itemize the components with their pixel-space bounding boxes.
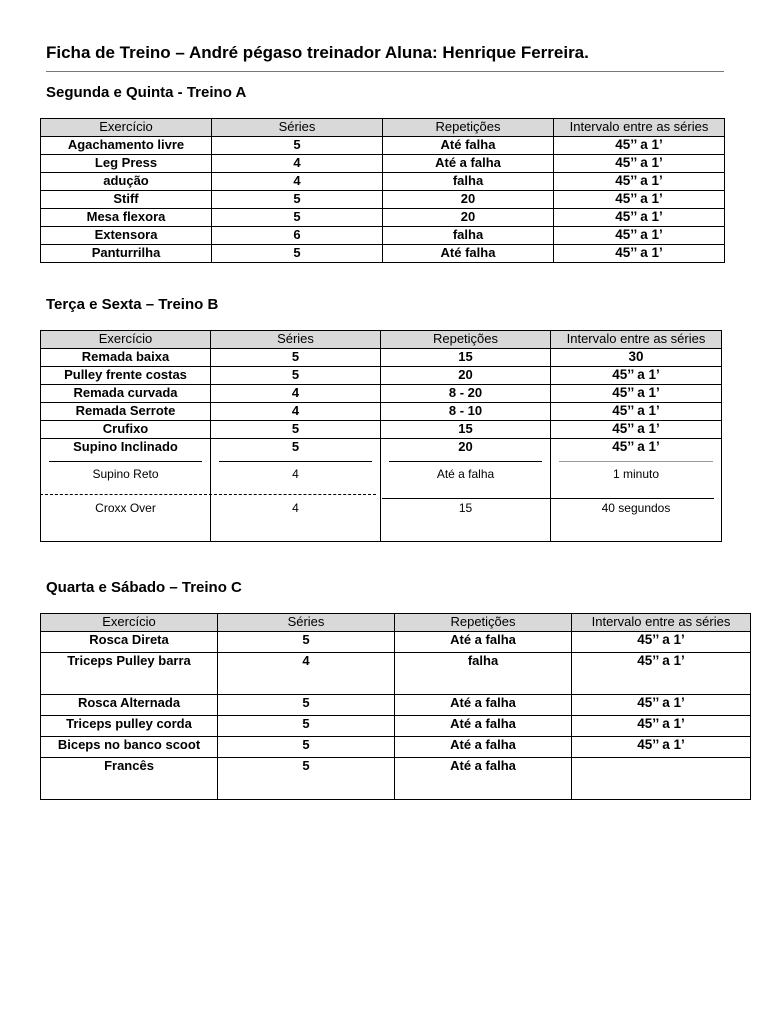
section-title-treino-a: Segunda e Quinta - Treino A (46, 84, 247, 101)
cell-exercicio-extra: Croxx Over (95, 501, 156, 515)
table-row (41, 758, 751, 800)
cell-series: 5 (211, 349, 381, 367)
cell-intervalo: 45’’ a 1’ (572, 737, 751, 758)
cell-series: 5 (212, 137, 383, 155)
cell-repeticoes: Até falha (383, 137, 554, 155)
cell-intervalo: 45’’ a 1’ (572, 653, 751, 695)
cell-repeticoes: 15 (381, 349, 551, 367)
cell-repeticoes (381, 439, 551, 542)
cell-series: 4 (212, 155, 383, 173)
cell-series: 5 (211, 421, 381, 439)
cell-series: 4 (218, 653, 395, 695)
cell-series: 5 (218, 737, 395, 758)
cell-repeticoes: Até falha (383, 245, 554, 263)
cell-repeticoes: Até a falha (383, 155, 554, 173)
separator-line (219, 461, 372, 462)
cell-exercicio: Rosca Direta (41, 632, 218, 653)
cell-intervalo: 45’’ a 1’ (572, 632, 751, 653)
cell-intervalo: 45’’ a 1’ (554, 245, 725, 263)
cell-repeticoes: 8 - 10 (381, 403, 551, 421)
table-treino-a (40, 118, 725, 263)
table-row (41, 653, 751, 695)
cell-exercicio-main: Supino Inclinado (73, 439, 178, 454)
header-series: Séries (218, 614, 395, 632)
cell-exercicio: Agachamento livre (41, 137, 212, 155)
cell-series: 5 (218, 695, 395, 716)
table-row (41, 632, 751, 653)
table-row (41, 209, 725, 227)
cell-repeticoes-extra: 15 (458, 501, 473, 515)
header-intervalo: Intervalo entre as séries (551, 331, 722, 349)
cell-intervalo: 45’’ a 1’ (554, 209, 725, 227)
cell-series: 5 (212, 245, 383, 263)
table-row (41, 349, 722, 367)
table-row (41, 737, 751, 758)
cell-repeticoes: falha (383, 227, 554, 245)
cell-exercicio: Stiff (41, 191, 212, 209)
header-repeticoes: Repetições (395, 614, 572, 632)
header-intervalo: Intervalo entre as séries (572, 614, 751, 632)
cell-series-extra: 4 (292, 467, 299, 481)
cell-series: 5 (218, 716, 395, 737)
cell-repeticoes: Até a falha (395, 737, 572, 758)
cell-exercicio: Leg Press (41, 155, 212, 173)
cell-exercicio: Rosca Alternada (41, 695, 218, 716)
cell-intervalo: 45’’ a 1’ (554, 173, 725, 191)
row-separator-line (382, 498, 714, 499)
header-series: Séries (211, 331, 381, 349)
cell-intervalo (572, 758, 751, 800)
cell-intervalo: 45’’ a 1’ (551, 385, 722, 403)
dashed-separator (40, 494, 376, 495)
cell-intervalo: 30 (551, 349, 722, 367)
cell-repeticoes: falha (383, 173, 554, 191)
section-title-treino-c: Quarta e Sábado – Treino C (46, 579, 242, 596)
separator-line (559, 461, 713, 462)
document-title: Ficha de Treino – André pégaso treinador Aluna: Henrique Ferreira. (46, 43, 589, 62)
cell-series (211, 439, 381, 542)
cell-repeticoes: Até a falha (395, 695, 572, 716)
cell-exercicio (41, 439, 211, 542)
cell-intervalo: 45’’ a 1’ (554, 191, 725, 209)
cell-intervalo: 45’’ a 1’ (554, 155, 725, 173)
table-row (41, 227, 725, 245)
separator-line (389, 461, 542, 462)
cell-series: 4 (212, 173, 383, 191)
header-repeticoes: Repetições (383, 119, 554, 137)
cell-series-extra: 4 (292, 501, 299, 515)
cell-intervalo: 45’’ a 1’ (572, 695, 751, 716)
header-intervalo: Intervalo entre as séries (554, 119, 725, 137)
table-row (41, 191, 725, 209)
cell-series: 6 (212, 227, 383, 245)
cell-series: 4 (211, 403, 381, 421)
table-row (41, 367, 722, 385)
cell-series: 5 (212, 191, 383, 209)
table-row (41, 385, 722, 403)
header-repeticoes: Repetições (381, 331, 551, 349)
cell-series: 5 (211, 367, 381, 385)
cell-repeticoes: 8 - 20 (381, 385, 551, 403)
cell-repeticoes: falha (395, 653, 572, 695)
cell-intervalo-extra: 40 segundos (601, 501, 671, 515)
table-row (41, 137, 725, 155)
table-row (41, 403, 722, 421)
cell-repeticoes: 20 (383, 191, 554, 209)
cell-exercicio: Triceps Pulley barra (41, 653, 218, 695)
cell-exercicio: Remada curvada (41, 385, 211, 403)
cell-intervalo (551, 439, 722, 542)
table-row (41, 695, 751, 716)
cell-intervalo: 45’’ a 1’ (551, 421, 722, 439)
cell-intervalo-extra: 1 minuto (612, 467, 660, 481)
header-exercicio: Exercício (41, 119, 212, 137)
table-row (41, 716, 751, 737)
table-row (41, 439, 722, 542)
cell-exercicio-extra: Supino Reto (92, 467, 159, 481)
header-exercicio: Exercício (41, 614, 218, 632)
cell-repeticoes: Até a falha (395, 632, 572, 653)
cell-series: 4 (211, 385, 381, 403)
cell-exercicio: Panturrilha (41, 245, 212, 263)
cell-repeticoes: 15 (381, 421, 551, 439)
cell-series: 5 (218, 758, 395, 800)
cell-intervalo-main: 45’’ a 1’ (612, 439, 660, 454)
cell-exercicio: Pulley frente costas (41, 367, 211, 385)
title-divider (46, 71, 724, 72)
cell-intervalo: 45’’ a 1’ (551, 367, 722, 385)
section-title-treino-b: Terça e Sexta – Treino B (46, 296, 219, 313)
cell-intervalo: 45’’ a 1’ (554, 227, 725, 245)
cell-exercicio: Remada baixa (41, 349, 211, 367)
cell-exercicio: Crufixo (41, 421, 211, 439)
cell-intervalo: 45’’ a 1’ (554, 137, 725, 155)
cell-exercicio: Triceps pulley corda (41, 716, 218, 737)
cell-repeticoes: 20 (381, 367, 551, 385)
cell-exercicio: adução (41, 173, 212, 191)
table-row (41, 155, 725, 173)
cell-exercicio: Francês (41, 758, 218, 800)
separator-line (49, 461, 202, 462)
cell-exercicio: Biceps no banco scoot (41, 737, 218, 758)
table-row (41, 245, 725, 263)
cell-intervalo: 45’’ a 1’ (551, 403, 722, 421)
cell-repeticoes: Até a falha (395, 716, 572, 737)
table-treino-c (40, 613, 751, 800)
cell-repeticoes: 20 (383, 209, 554, 227)
cell-series: 5 (218, 632, 395, 653)
table-row (41, 421, 722, 439)
cell-series: 5 (212, 209, 383, 227)
table-row (41, 173, 725, 191)
header-series: Séries (212, 119, 383, 137)
cell-repeticoes-extra: Até a falha (436, 467, 495, 481)
cell-repeticoes: Até a falha (395, 758, 572, 800)
header-exercicio: Exercício (41, 331, 211, 349)
cell-repeticoes-main: 20 (458, 439, 473, 454)
cell-exercicio: Extensora (41, 227, 212, 245)
cell-series-main: 5 (291, 439, 300, 454)
table-treino-b (40, 330, 722, 542)
cell-exercicio: Remada Serrote (41, 403, 211, 421)
cell-exercicio: Mesa flexora (41, 209, 212, 227)
cell-intervalo: 45’’ a 1’ (572, 716, 751, 737)
